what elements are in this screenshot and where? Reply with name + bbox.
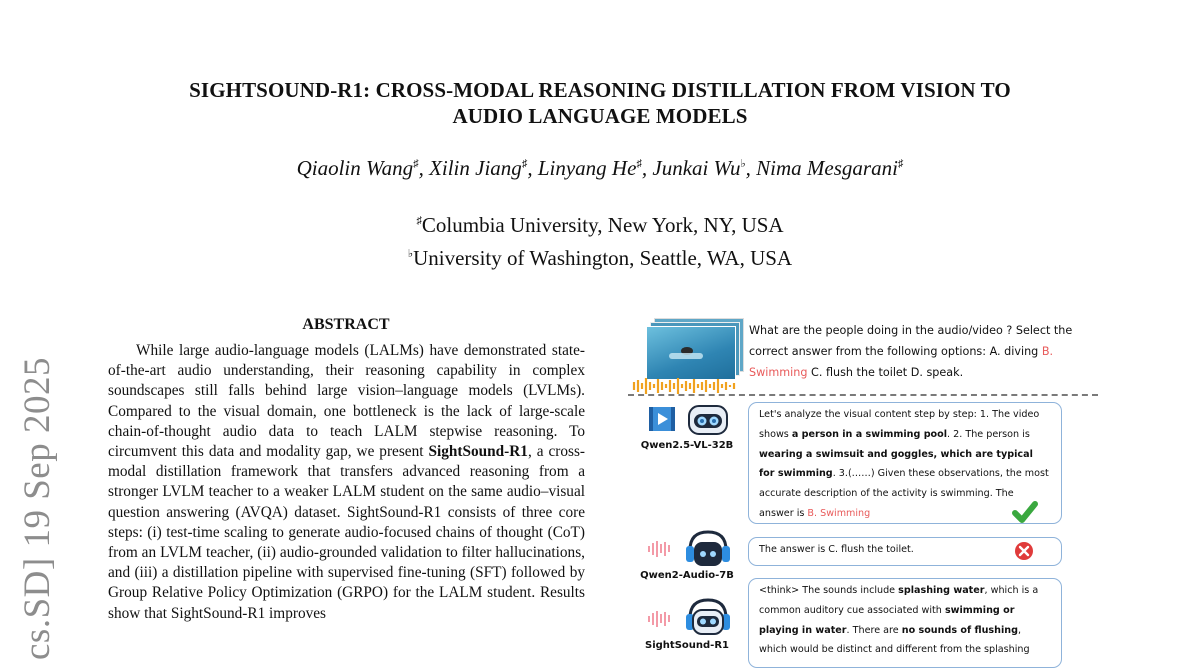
response-text: The answer is C. flush the toilet. xyxy=(759,544,914,555)
arxiv-stamp: cs.SD] 19 Sep 2025 xyxy=(17,357,58,660)
question-text xyxy=(749,320,1079,383)
teaser-figure xyxy=(628,312,1108,656)
response-text: . There are xyxy=(846,624,902,636)
divider xyxy=(628,394,1098,396)
title-line-2: AUDIO LANGUAGE MODELS xyxy=(452,104,748,128)
abstract-heading: ABSTRACT xyxy=(302,316,390,333)
student-model-robot-icon xyxy=(684,596,732,638)
response-text: , which would be distinct and different from the splashing xyxy=(759,624,1030,656)
cross-icon xyxy=(1014,541,1034,561)
audio-model-robot-icon xyxy=(684,528,732,568)
title-line-1: SIGHTSOUND-R1: CROSS-MODAL REASONING DISTILLATION FROM VISION TO xyxy=(189,78,1011,102)
affil-mark: ♭ xyxy=(407,248,414,260)
question-part: What are the people doing in the audio/video ? Select the correct answer from the following options: A. diving xyxy=(749,324,1073,358)
author: Xilin Jiang xyxy=(429,156,522,180)
author-affil-mark: ♯ xyxy=(413,158,419,170)
model-label-baseline: Qwen2-Audio-7B xyxy=(640,570,734,581)
audio-icon xyxy=(648,608,672,627)
audio-waveform-icon xyxy=(628,376,740,396)
author: Qiaolin Wang xyxy=(296,156,414,180)
author: Junkai Wu xyxy=(652,156,741,180)
response-text: <think> The sounds include xyxy=(759,585,899,596)
model-label-student: SightSound-R1 xyxy=(645,640,729,651)
vision-model-robot-icon xyxy=(686,402,730,436)
abstract-body xyxy=(108,341,585,624)
video-icon xyxy=(648,406,676,432)
affil-mark: ♯ xyxy=(416,215,422,227)
author-affil-mark: ♯ xyxy=(636,158,642,170)
author-list: Qiaolin Wang♯, Xilin Jiang♯, Linyang He♯, Junkai Wu♭, Nima Mesgarani♯ xyxy=(296,156,904,180)
correct-option: B. Swimming xyxy=(749,345,1054,379)
response-text: . 2. The person is xyxy=(947,428,1030,440)
response-answer: B. Swimming xyxy=(807,507,871,519)
author: Linyang He xyxy=(537,156,637,180)
author-affil-mark: ♯ xyxy=(521,158,528,170)
abstract-text: While large audio-language models (LALMs) have demonstrated state-of-the-art audio understanding, their reasoning capability in complex soundscapes still falls behind large vision–language models (LVLMs). Compared to the visual domain, one bottleneck is the lack of large-scale chain-of-thought audio data to teach LALM stepwise reasoning. To circumvent this data and modality gap, we present xyxy=(108,342,585,461)
audio-icon xyxy=(648,538,672,557)
author-affil-mark: ♭ xyxy=(740,158,746,170)
question-part: C. flush the toilet D. speak. xyxy=(807,366,964,379)
student-response-bubble xyxy=(748,578,1062,668)
affil-text: Columbia University, New York, NY, USA xyxy=(421,213,784,237)
affil-text: University of Washington, Seattle, WA, USA xyxy=(413,246,793,270)
affiliation xyxy=(0,240,1200,273)
response-bold: wearing a swimsuit and goggles, which are typical for swimming xyxy=(759,448,1033,480)
response-text: . 3.(……) Given these observations, the most accurate description of the activity is swimming. The answer is xyxy=(759,468,1049,519)
response-bold: splashing water xyxy=(898,585,985,596)
author-affil-mark: ♯ xyxy=(897,158,904,170)
response-text: Let's analyze the visual content step by step: 1. The video shows xyxy=(759,409,1040,440)
affiliation xyxy=(0,207,1200,240)
check-icon xyxy=(1012,500,1038,524)
response-bold: no sounds of flushing xyxy=(901,624,1018,636)
affiliations xyxy=(0,207,1200,273)
abstract-text: , a cross-modal distillation framework that transfers advanced reasoning from a stronger LVLM teacher to a weaker LALM student on the same audio–visual question answering (AVQA) dataset. SightSound-R1 consists of three core steps: (i) test-time scaling to generate audio-focused chains of thought (CoT) from an LVLM teacher, (ii) audio-grounded validation to filter hallucinations, and (iii) a distillation pipeline with supervised fine-tuning (SFT) followed by Group Relative Policy Optimization (GRPO) for the LALM student. Results show that SightSound-R1 improves xyxy=(108,443,586,622)
author: Nima Mesgarani xyxy=(756,156,898,180)
response-bold: swimming or playing in water xyxy=(759,604,1015,636)
method-name: SightSound-R1 xyxy=(428,443,528,461)
response-bold: a person in a swimming pool xyxy=(791,428,948,440)
response-text: , which is a common auditory cue associated with xyxy=(759,585,1039,616)
video-thumbnail xyxy=(646,318,746,382)
paper-title xyxy=(0,77,1200,129)
model-label-teacher: Qwen2.5-VL-32B xyxy=(640,440,734,451)
